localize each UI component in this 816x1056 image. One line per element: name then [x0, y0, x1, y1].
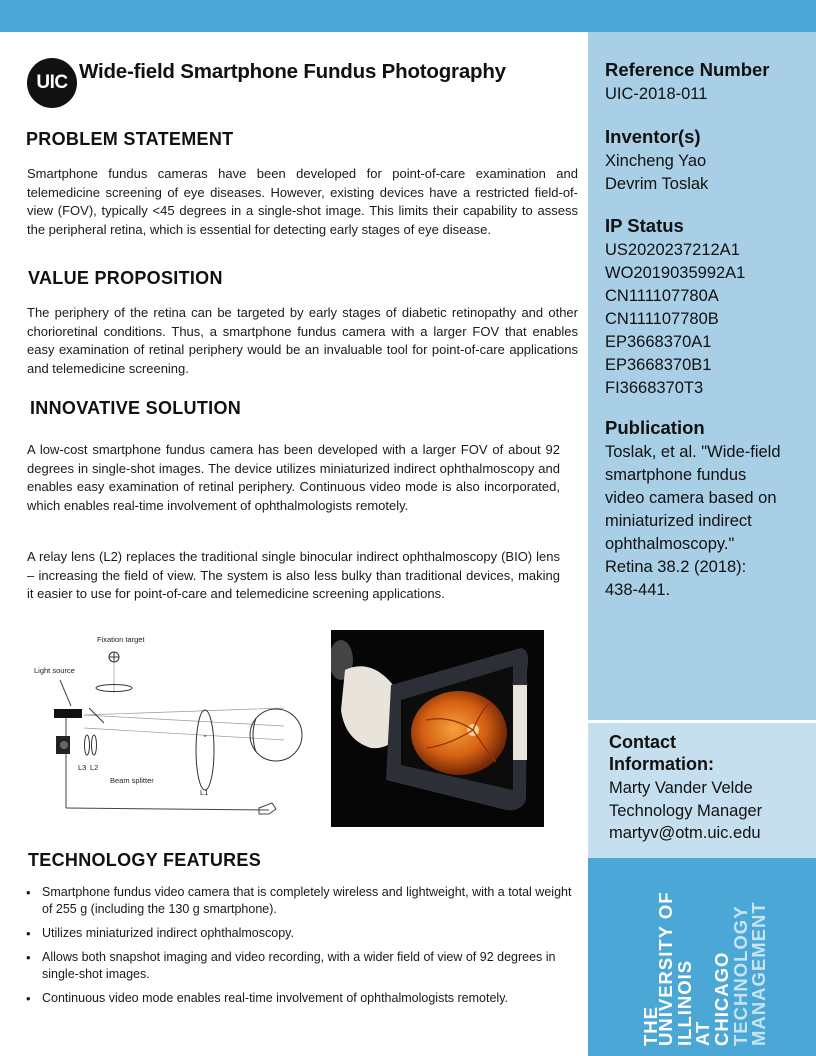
lens-l3 — [85, 735, 90, 755]
contact-role: Technology Manager — [609, 801, 763, 820]
lens-l2 — [92, 735, 97, 755]
label-l1: L1 — [200, 788, 209, 797]
contact-name: Marty Vander Velde — [609, 779, 753, 797]
university-wordmark — [588, 858, 816, 1056]
top-banner — [0, 0, 816, 32]
citation-line: smartphone fundus — [605, 466, 747, 484]
label-l2: L2 — [90, 763, 99, 772]
citation-line: 438-441. — [605, 581, 671, 599]
brand-illinois: ILLINOIS — [674, 959, 695, 1046]
brand-the: THE — [640, 1006, 661, 1046]
phone-clip — [513, 685, 527, 760]
inventors-label: Inventor(s) — [605, 126, 701, 147]
device-photo — [331, 630, 544, 827]
contact-heading-line: Information: — [609, 754, 714, 774]
contact-details — [609, 777, 762, 845]
list-item: • Utilizes miniaturized indirect ophthalmoscopy. — [24, 925, 576, 942]
publication-label: Publication — [605, 417, 705, 438]
solution-text-1: A low-cost smartphone fundus camera has been developed with a larger FOV of about 92 degrees in single-shot images. The device utilizes miniaturized indirect ophthalmoscopy and enables easy examination of retinal periphery. Continuous video mode is also incorporated, which enables real-time involvement of ophthalmologists remotely. — [27, 442, 560, 513]
brand-panel — [588, 858, 816, 1056]
brand-chicago: CHICAGO — [711, 951, 732, 1046]
brand-technology: TECHNOLOGY — [730, 905, 751, 1046]
value-text: The periphery of the retina can be targeted by early stages of diabetic retinopathy and other chorioretinal conditions. Thus, a smartphone fundus camera with a larger FOV that enables easy examination of retinal periphery would be an invaluable tool for point-of-care applications and telemedicine screening. — [27, 305, 578, 376]
contact-heading — [609, 731, 714, 775]
label-fixation-target: Fixation target — [97, 635, 145, 644]
features-heading: TECHNOLOGY FEATURES — [28, 850, 262, 870]
light-path-ray — [84, 708, 284, 715]
retina-image — [411, 691, 507, 775]
contact-email[interactable]: martyv@otm.uic.edu — [609, 824, 761, 842]
citation-line: ophthalmoscopy." — [605, 535, 735, 553]
patent-number: CN111107780A — [605, 287, 719, 305]
reference-label: Reference Number — [605, 59, 770, 80]
light-source-pointer — [60, 680, 71, 706]
citation-line: Retina 38.2 (2018): — [605, 558, 747, 576]
eye-icon — [250, 709, 302, 761]
label-beam-splitter: Beam splitter — [110, 776, 154, 785]
patent-number: CN111107780B — [605, 310, 719, 328]
patent-number: FI3668370T3 — [605, 379, 704, 397]
citation-line: Toslak, et al. "Wide-field — [605, 443, 781, 461]
list-item: • Allows both snapshot imaging and video recording, with a wider field of view of 92 degrees in single-shot images. — [24, 949, 576, 983]
page-title: Wide-field Smartphone Fundus Photography — [79, 60, 506, 83]
publication-citation — [605, 441, 781, 602]
reference-number: UIC-2018-011 — [605, 85, 708, 103]
ip-status-label: IP Status — [605, 215, 684, 236]
citation-line: miniaturized indirect — [605, 512, 752, 530]
reference-value — [605, 83, 707, 106]
brand-university-of: UNIVERSITY OF — [655, 891, 676, 1046]
contact-heading-line: Contact — [609, 732, 676, 752]
phone-frame-bottom — [66, 808, 269, 810]
light-path-ray — [84, 728, 284, 740]
solution-text-2: A relay lens (L2) replaces the traditional single binocular indirect ophthalmoscopy (BIO) lens – increasing the field of view. The system is also less bulky than traditional devices, making it easier to use for point-of-care and telemedicine screening applications. — [27, 549, 560, 601]
eye-cornea — [253, 718, 256, 752]
uic-logo: UIC — [27, 58, 77, 108]
patent-number: US2020237212A1 — [605, 241, 740, 259]
citation-line: video camera based on — [605, 489, 777, 507]
patent-number: EP3668370A1 — [605, 333, 712, 351]
inventors-list — [605, 150, 708, 196]
inventor-name: Xincheng Yao — [605, 152, 707, 170]
hand-icon — [259, 803, 276, 814]
patent-number: EP3668370B1 — [605, 356, 712, 374]
label-light-source: Light source — [34, 666, 75, 675]
brand-management: MANAGEMENT — [748, 901, 769, 1046]
brand-at: AT — [692, 1020, 713, 1046]
patent-number: WO2019035992A1 — [605, 264, 746, 282]
features-list — [24, 884, 576, 1014]
optical-diagram — [24, 628, 314, 833]
list-item: • Smartphone fundus video camera that is completely wireless and lightweight, with a total weight of 255 g (including the 130 g smartphone). — [24, 884, 576, 918]
ip-status-list — [605, 239, 745, 400]
camera-lens-icon — [60, 741, 68, 749]
list-item: • Continuous video mode enables real-time involvement of ophthalmologists remotely. — [24, 990, 576, 1007]
inventor-name: Devrim Toslak — [605, 175, 709, 193]
fundus-camera-illustration — [331, 630, 544, 827]
solution-heading: INNOVATIVE SOLUTION — [30, 398, 242, 418]
value-heading: VALUE PROPOSITION — [28, 268, 223, 288]
problem-heading: PROBLEM STATEMENT — [26, 129, 234, 149]
problem-text: Smartphone fundus cameras have been developed for point-of-care examination and telemedicine screening of eye diseases. However, existing devices have a restricted field-of-view (FOV), typically <45 degrees in a single-shot image. This limits their capability to assess the peripheral retina, which is essential for detecting early stages of eye disease. — [27, 166, 578, 237]
label-l3: L3 — [78, 763, 87, 772]
light-source-icon — [54, 709, 82, 718]
